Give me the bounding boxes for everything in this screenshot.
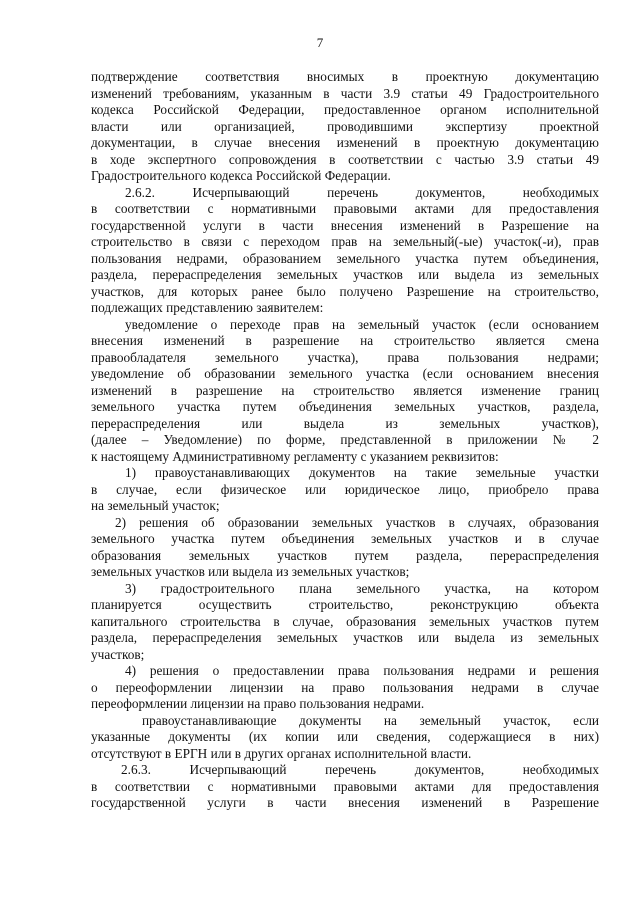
text-line: государственной услуги в части внесения изменений в Разрешение bbox=[91, 795, 599, 810]
text-line: в случае, если физическое или юридическое лицо, приобрело права bbox=[91, 481, 599, 497]
text-line: образования земельных участков путем раздела, перераспределения bbox=[91, 547, 599, 563]
text-line: уведомление о переходе прав на земельный участок (если основанием bbox=[125, 316, 599, 332]
text-line: 2.6.2. Исчерпывающий перечень документов, необходимых bbox=[125, 184, 599, 200]
text-line: изменений в разрешение на строительство является изменение границ bbox=[91, 382, 599, 398]
text-line: земельного участка путем объединения земельных участков, раздела, bbox=[91, 399, 599, 414]
text-line: внесения изменений в разрешение на строительство является смена bbox=[91, 333, 599, 348]
text-line: правоустанавливающие документы на земельный участок, если bbox=[142, 712, 599, 728]
text-line: перераспределения или выдела из земельных участков), bbox=[91, 415, 599, 431]
text-line: 2.6.3. Исчерпывающий перечень документов, необходимых bbox=[121, 762, 599, 777]
text-line: подлежащих представлению заявителем: bbox=[91, 300, 324, 315]
text-line: переоформлении лицензии на право пользования недрами. bbox=[91, 696, 425, 711]
text-line: изменений требованиям, указанным в части 3.9 статьи 49 Градостроительного bbox=[91, 85, 599, 101]
text-line: уведомление об образовании земельного участка (если основанием внесения bbox=[91, 366, 599, 381]
text-line: отсутствуют в ЕРГН или в других органах исполнительной власти. bbox=[91, 745, 472, 761]
text-line: в соответствии с нормативными правовыми актами для предоставления bbox=[91, 201, 599, 216]
text-line: участков, для которых ранее было получено Разрешение на строительство, bbox=[91, 283, 599, 299]
text-line: Градостроительного кодекса Российской Федерации. bbox=[91, 168, 391, 183]
text-line: к настоящему Административному регламенту с указанием реквизитов: bbox=[91, 448, 499, 464]
text-line: 1) правоустанавливающих документов на такие земельные участки bbox=[125, 465, 599, 480]
text-line: 3) градостроительного плана земельного участка, на котором bbox=[125, 580, 599, 596]
text-line: земельных участков или выдела из земельных участков; bbox=[91, 564, 410, 579]
text-line: раздела, перераспределения земельных участков или выдела из земельных bbox=[91, 630, 599, 645]
text-line: власти или организацией, проводившими экспертизу проектной bbox=[91, 118, 599, 134]
text-line: земельного участка путем объединения земельных участков и в случае bbox=[91, 531, 599, 546]
document-body bbox=[91, 69, 599, 812]
text-line: государственной услуги в части внесения изменений в Разрешение на bbox=[91, 217, 599, 233]
text-line: 2) решения об образовании земельных участков в случаях, образования bbox=[115, 514, 599, 530]
text-line: строительство в связи с переходом прав на земельный(-ые) участок(-и), прав bbox=[91, 234, 599, 249]
text-line: (далее – Уведомление) по форме, представленной в приложении № 2 bbox=[91, 432, 599, 447]
text-line: капитального строительства в случае, образования земельных участков путем bbox=[91, 613, 599, 629]
text-line: в соответствии с нормативными правовыми актами для предоставления bbox=[91, 778, 599, 794]
page-number: 7 bbox=[316, 35, 324, 50]
text-line: документации, в случае внесения изменений в проектную документацию bbox=[91, 135, 599, 150]
text-line: кодекса Российской Федерации, предоставленное органом исполнительной bbox=[91, 102, 599, 117]
text-line: указанные документы (их копии или сведения, содержащиеся в них) bbox=[91, 729, 599, 744]
text-line: раздела, перераспределения земельных участков или выдела из земельных bbox=[91, 267, 599, 282]
text-line: в ходе экспертного сопровождения в соответствии с частью 3.9 статьи 49 bbox=[91, 151, 599, 167]
text-line: планируется осуществить строительство, реконструкцию объекта bbox=[91, 597, 599, 612]
text-line: пользования недрами, образованием земельного участка путем объединения, bbox=[91, 250, 599, 266]
text-line: на земельный участок; bbox=[91, 498, 220, 513]
text-line: участков; bbox=[91, 646, 145, 662]
text-line: 4) решения о предоставлении права пользования недрами и решения bbox=[125, 663, 599, 678]
text-line: правообладателя земельного участка), права пользования недрами; bbox=[91, 349, 599, 365]
text-line: о переоформлении лицензии на право пользования недрами в случае bbox=[91, 679, 599, 695]
text-line: подтверждение соответствия вносимых в проектную документацию bbox=[91, 69, 599, 84]
